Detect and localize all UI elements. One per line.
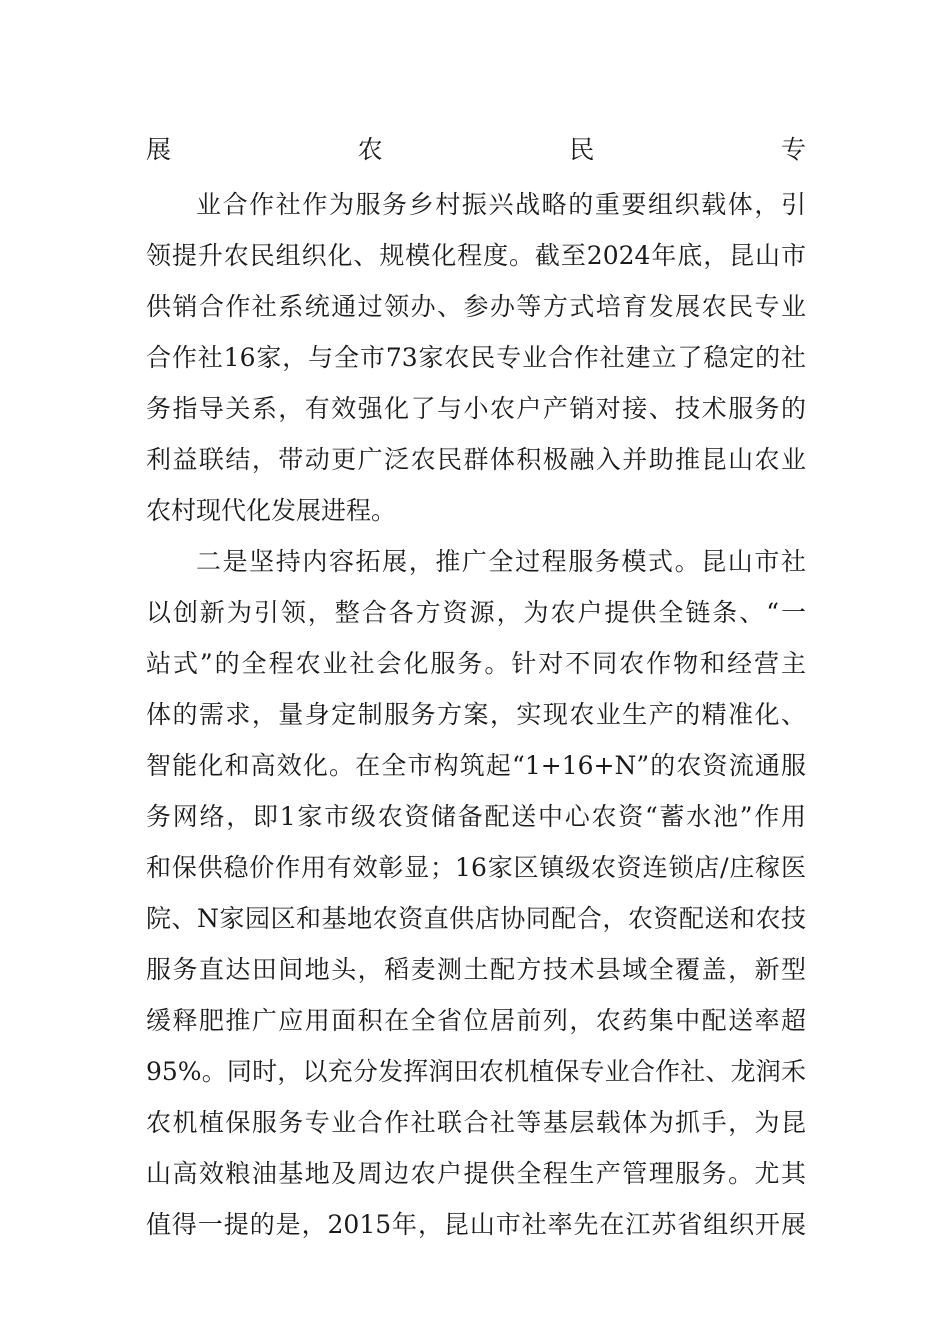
paragraph-first-line: 二是坚持内容拓展，推广全过程服务模式。昆山市社 (196, 547, 806, 576)
text-line: 缓释肥推广应用面积在全省位居前列，农药集中配送率超 (146, 1006, 806, 1035)
text-line: 以创新为引领，整合各方资源，为农户提供全链条、“一 (146, 598, 806, 627)
text-line: 领提升农民组织化、规模化程度。截至2024年底，昆山市 (146, 241, 806, 270)
text-line: 95%。同时，以充分发挥润田农机植保专业合作社、龙润禾 (146, 1057, 806, 1086)
text-line: 体的需求，量身定制服务方案，实现农业生产的精准化、 (146, 700, 806, 729)
paragraph-first-line: 业合作社作为服务乡村振兴战略的重要组织载体，引 (196, 190, 806, 219)
text-line: 山高效粮油基地及周边农户提供全程生产管理服务。尤其 (146, 1159, 806, 1188)
text-line: 和保供稳价作用有效彰显；16家区镇级农资连锁店/庄稼医 (146, 853, 806, 882)
text-line: 合作社16家，与全市73家农民专业合作社建立了稳定的社 (146, 343, 806, 372)
text-line: 利益联结，带动更广泛农民群体积极融入并助推昆山农业 (146, 445, 806, 474)
text-line: 院、N家园区和基地农资直供店协同配合，农资配送和农技 (146, 904, 806, 933)
text-line: 值得一提的是，2015年，昆山市社率先在江苏省组织开展 (146, 1210, 806, 1239)
text-line: 服务直达田间地头，稻麦测土配方技术县域全覆盖，新型 (146, 955, 806, 984)
text-line: 展农民专 (146, 135, 806, 164)
text-line: 站式”的全程农业社会化服务。针对不同农作物和经营主 (146, 649, 806, 678)
text-line: 农机植保服务专业合作社联合社等基层载体为抓手，为昆 (146, 1108, 806, 1137)
text-line: 智能化和高效化。在全市构筑起“1+16+N”的农资流通服 (146, 751, 806, 780)
text-line: 供销合作社系统通过领办、参办等方式培育发展农民专业 (146, 292, 806, 321)
text-line: 农村现代化发展进程。 (146, 496, 397, 525)
text-line: 务指导关系，有效强化了与小农户产销对接、技术服务的 (146, 394, 806, 423)
text-line: 务网络，即1家市级农资储备配送中心农资“蓄水池”作用 (146, 802, 806, 831)
